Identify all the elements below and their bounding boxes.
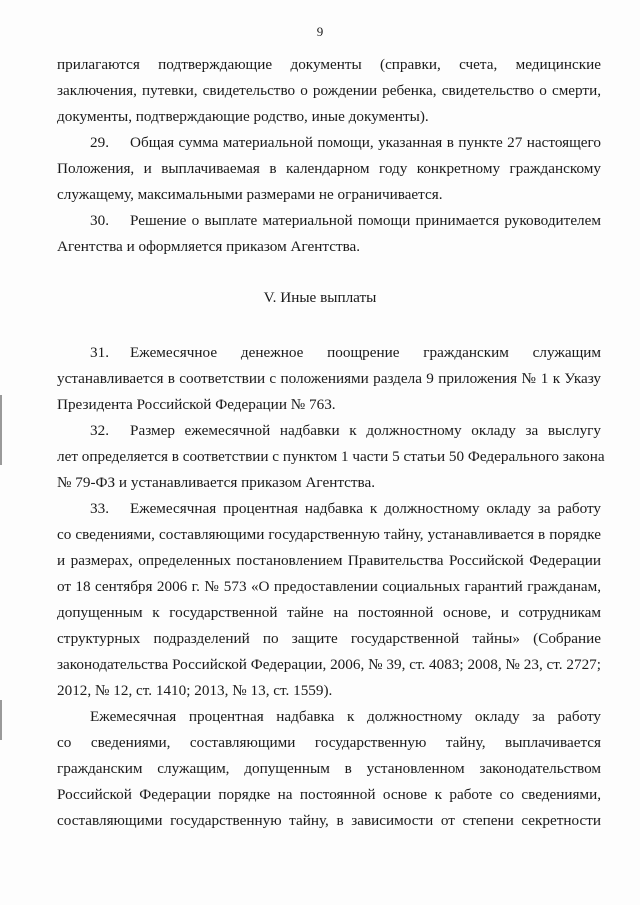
text-line: гражданским служащим, допущенным в установленном законодательством: [57, 760, 601, 777]
paragraph-number: 29.: [90, 134, 109, 151]
paragraph-29-first-line: [90, 130, 601, 156]
text-line: Общая сумма материальной помощи, указанная в пункте 27 настоящего: [130, 134, 601, 151]
paragraph-number: 32.: [90, 422, 109, 439]
scan-edge-mark: [0, 700, 2, 740]
text-line: Агентства и оформляется приказом Агентства.: [57, 238, 361, 255]
scan-edge-mark: [0, 395, 2, 465]
text-line: Решение о выплате материальной помощи принимается руководителем: [130, 212, 601, 229]
text-line: Положения, и выплачиваемая в календарном году конкретному гражданскому: [57, 160, 601, 177]
text-line: со сведениями, составляющими государственную тайну, устанавливается в порядке: [57, 526, 601, 543]
paragraph-33-first-line: [90, 496, 601, 522]
text-line: Президента Российской Федерации № 763.: [57, 396, 336, 413]
text-line: законодательства Российской Федерации, 2006, № 39, ст. 4083; 2008, № 23, ст. 2727;: [57, 656, 601, 673]
text-line: Ежемесячная процентная надбавка к должностному окладу за работу: [130, 500, 601, 517]
text-line: № 79-ФЗ и устанавливается приказом Агентства.: [57, 474, 376, 491]
paragraph-number: 30.: [90, 212, 109, 229]
text-line: документы, подтверждающие родство, иные документы).: [57, 108, 429, 125]
paragraph-number: 33.: [90, 500, 109, 517]
text-line: Ежемесячная процентная надбавка к должностному окладу за работу: [90, 708, 601, 725]
text-line: Размер ежемесячной надбавки к должностному окладу за выслугу: [130, 422, 601, 439]
text-line: структурных подразделений по защите государственной тайны» (Собрание: [57, 630, 601, 647]
text-line: 2012, № 12, ст. 1410; 2013, № 13, ст. 1559).: [57, 682, 333, 699]
text-line: устанавливается в соответствии с положениями раздела 9 приложения № 1 к Указу: [57, 370, 601, 387]
text-line: лет определяется в соответствии с пунктом 1 части 5 статьи 50 Федерального закона: [57, 448, 605, 465]
paragraph-30-first-line: [90, 208, 601, 234]
paragraph-31-first-line: [90, 340, 601, 366]
text-line: от 18 сентября 2006 г. № 573 «О предоставлении социальных гарантий гражданам,: [57, 578, 601, 595]
text-line: служащему, максимальными размерами не ограничивается.: [57, 186, 443, 203]
text-line: составляющими государственную тайну, в зависимости от степени секретности: [57, 812, 601, 829]
text-line: заключения, путевки, свидетельство о рождении ребенка, свидетельство о смерти,: [57, 82, 601, 99]
text-line: допущенным к государственной тайне на постоянной основе, и сотрудникам: [57, 604, 601, 621]
paragraph-32-first-line: [90, 418, 601, 444]
page-number: 9: [316, 24, 324, 39]
text-line: Ежемесячное денежное поощрение гражданским служащим: [130, 344, 601, 361]
text-line: со сведениями, составляющими государственную тайну, выплачивается: [57, 734, 601, 751]
section-heading: V. Иные выплаты: [263, 289, 377, 306]
text-line: прилагаются подтверждающие документы (справки, счета, медицинские: [57, 56, 601, 73]
paragraph-number: 31.: [90, 344, 109, 361]
text-line: Российской Федерации порядке на постоянной основе к работе со сведениями,: [57, 786, 601, 803]
text-line: и размерах, определенных постановлением Правительства Российской Федерации: [57, 552, 601, 569]
